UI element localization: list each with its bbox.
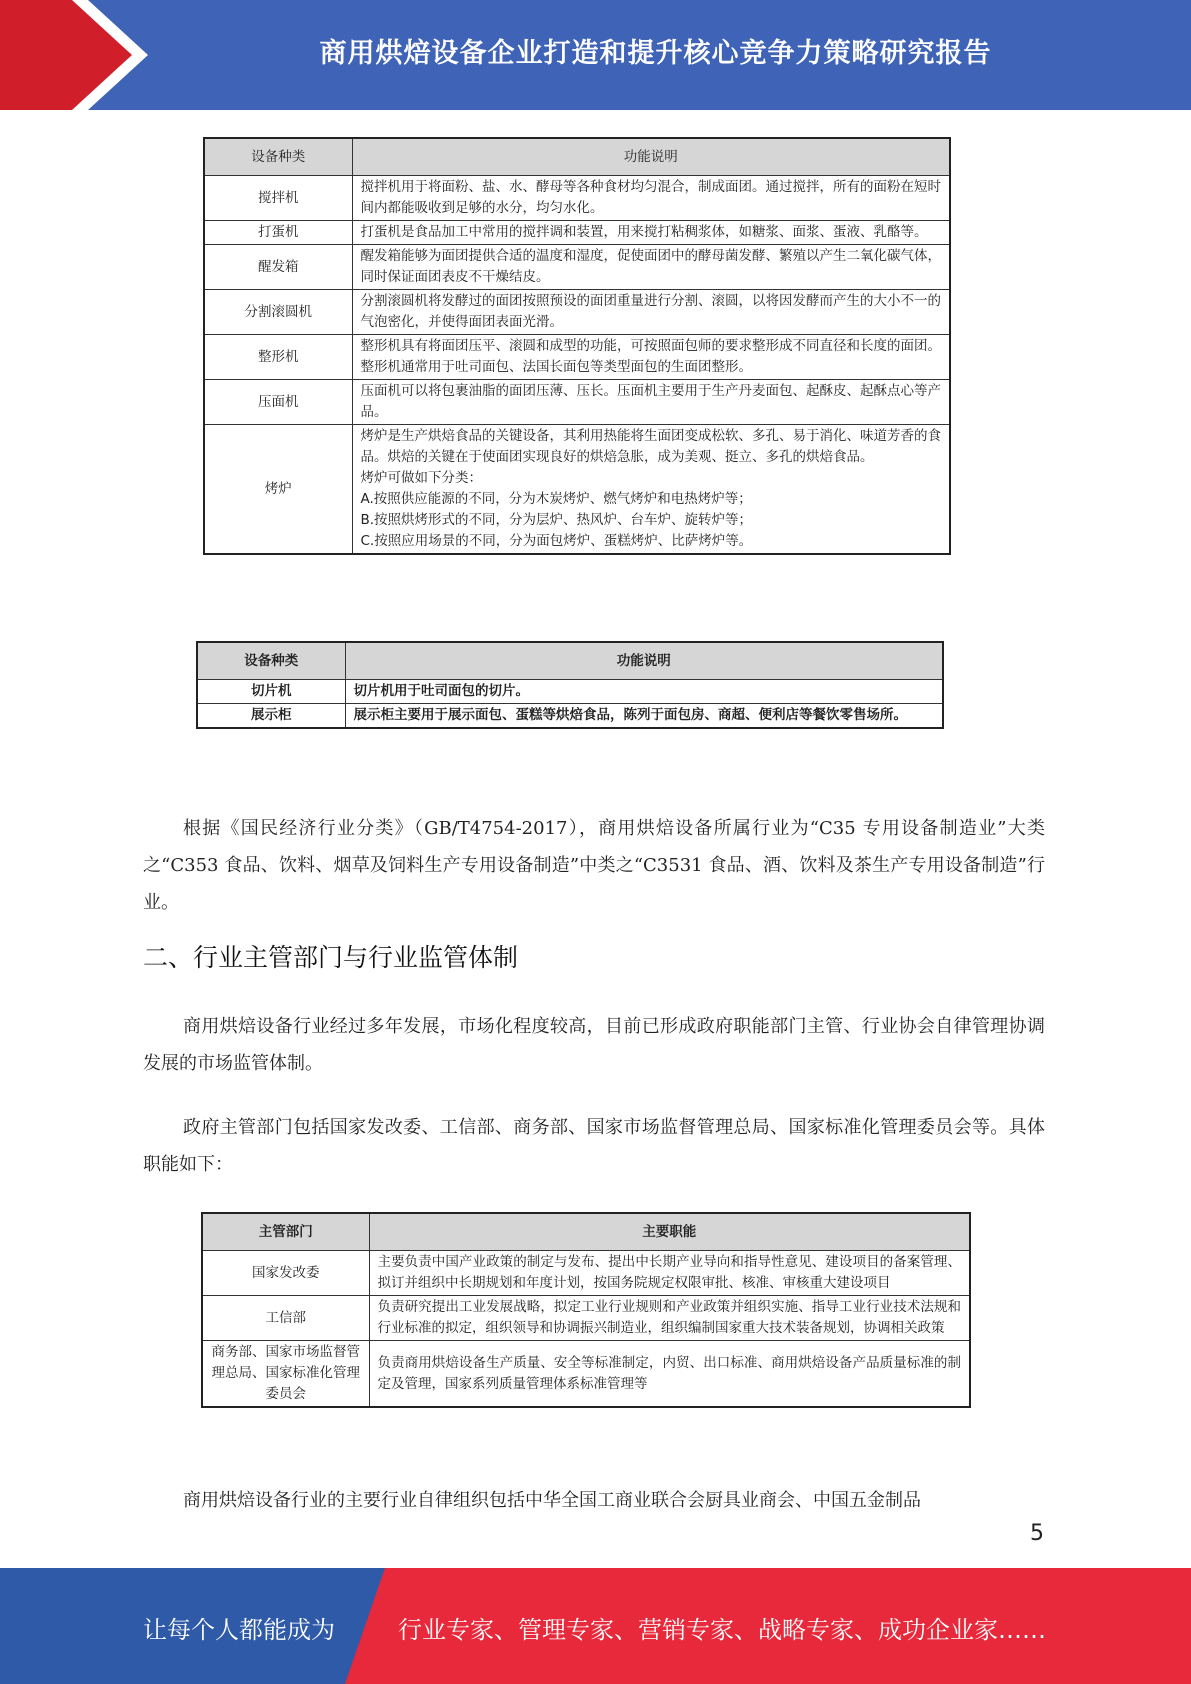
regulator-table	[201, 1212, 971, 1408]
row-name-cell: 展示柜	[197, 704, 345, 729]
table-row	[204, 176, 950, 221]
column-header-equipment-type: 设备种类	[197, 642, 345, 680]
row-description-cell	[352, 245, 950, 290]
table-row	[202, 1341, 970, 1408]
row-name-cell: 国家发改委	[202, 1251, 369, 1296]
row-description-cell	[352, 380, 950, 425]
table-row	[197, 704, 943, 729]
page-footer	[0, 1568, 1191, 1684]
description-line: A.按照供应能源的不同，分为木炭烤炉、燃气烤炉和电热烤炉等；	[360, 491, 752, 507]
column-header-equipment-type: 设备种类	[204, 138, 352, 176]
table-row	[204, 290, 950, 335]
description-line: 压面机可以将包裹油脂的面团压薄、压长。压面机主要用于生产丹麦面包、起酥皮、起酥点心等产品。	[360, 383, 941, 420]
description-line: 负责研究提出工业发展战略，拟定工业行业规则和产业政策并组织实施、指导工业行业技术法规和行业标准的拟定，组织领导和协调振兴制造业，组织编制国家重大技术装备规划，协调相关政策	[377, 1299, 961, 1336]
row-name-cell: 工信部	[202, 1296, 369, 1341]
row-description-cell	[352, 176, 950, 221]
table-row	[204, 425, 950, 555]
row-description-cell	[352, 335, 950, 380]
column-header-function: 功能说明	[352, 138, 950, 176]
equipment-table-1	[203, 137, 951, 555]
description-line: 搅拌机用于将面粉、盐、水、酵母等各种食材均匀混合，制成面团。通过搅拌，所有的面粉在短时间内都能吸收到足够的水分，均匀水化。	[360, 179, 941, 216]
report-title: 商用烘焙设备企业打造和提升核心竞争力策略研究报告	[319, 37, 992, 69]
row-description-cell	[369, 1296, 970, 1341]
row-name-cell: 切片机	[197, 680, 345, 704]
government-departments-paragraph: 政府主管部门包括国家发改委、工信部、商务部、国家市场监督管理总局、国家标准化管理委员会等。具体职能如下：	[143, 1117, 1045, 1175]
table-row	[202, 1296, 970, 1341]
description-line: C.按照应用场景的不同，分为面包烤炉、蛋糕烤炉、比萨烤炉等。	[360, 533, 753, 549]
row-name-cell: 整形机	[204, 335, 352, 380]
row-name-cell: 商务部、国家市场监督管理总局、国家标准化管理委员会	[202, 1341, 369, 1408]
row-description-cell	[352, 221, 950, 245]
description-line: 负责商用烘焙设备生产质量、安全等标准制定，内贸、出口标准、商用烘焙设备产品质量标准的制定及管理，国家系列质量管理体系标准管理等	[377, 1354, 961, 1392]
table-row	[204, 335, 950, 380]
equipment-table-2	[196, 641, 944, 729]
table-row	[204, 245, 950, 290]
industry-classification-paragraph: 根据《国民经济行业分类》（GB/T4754-2017），商用烘焙设备所属行业为“C35 专用设备制造业”大类之“C353 食品、饮料、烟草及饲料生产专用设备制造”中类之“C3531 食品、酒、饮料及茶生产专用设备制造”行业。	[143, 818, 1045, 913]
row-name-cell: 搅拌机	[204, 176, 352, 221]
table-row	[204, 380, 950, 425]
table-row	[202, 1251, 970, 1296]
page-header	[0, 0, 1191, 110]
footer-slogan-right: 行业专家、管理专家、营销专家、战略专家、成功企业家……	[398, 1616, 1046, 1644]
self-regulatory-paragraph: 商用烘焙设备行业的主要行业自律组织包括中华全国工商业联合会厨具业商会、中国五金制品	[183, 1490, 921, 1511]
row-description-cell	[345, 680, 943, 704]
description-line: 整形机具有将面团压平、滚圆和成型的功能，可按照面包师的要求整形成不同直径和长度的面团。整形机通常用于吐司面包、法国长面包等类型面包的生面团整形。	[360, 338, 941, 375]
section-heading: 二、行业主管部门与行业监管体制	[143, 943, 519, 972]
column-header-duties: 主要职能	[369, 1213, 970, 1251]
header-arrow-decoration	[0, 0, 160, 110]
description-line: 切片机用于吐司面包的切片。	[353, 683, 529, 699]
description-line: 烤炉可做如下分类：	[360, 470, 482, 486]
description-line: 醒发箱能够为面团提供合适的温度和湿度，促使面团中的酵母菌发酵、繁殖以产生二氧化碳气体，同时保证面团表皮不干燥结皮。	[360, 248, 941, 285]
description-line: 打蛋机是食品加工中常用的搅拌调和装置，用来搅打粘稠浆体，如糖浆、面浆、蛋液、乳酪等。	[360, 224, 928, 240]
description-line: B.按照烘烤形式的不同，分为层炉、热风炉、台车炉、旋转炉等；	[360, 512, 753, 528]
row-description-cell	[369, 1341, 970, 1408]
regulation-intro-paragraph: 商用烘焙设备行业经过多年发展，市场化程度较高，目前已形成政府职能部门主管、行业协会自律管理协调发展的市场监管体制。	[143, 1016, 1045, 1074]
row-name-cell: 醒发箱	[204, 245, 352, 290]
row-name-cell: 打蛋机	[204, 221, 352, 245]
column-header-function: 功能说明	[345, 642, 943, 680]
row-description-cell	[345, 704, 943, 729]
column-header-department: 主管部门	[202, 1213, 369, 1251]
table-row	[197, 680, 943, 704]
row-name-cell: 压面机	[204, 380, 352, 425]
description-line: 分割滚圆机将发酵过的面团按照预设的面团重量进行分割、滚圆，以将因发酵而产生的大小不一的气泡密化，并使得面团表面光滑。	[360, 293, 941, 330]
page-number: 5	[1030, 1521, 1044, 1546]
row-name-cell: 分割滚圆机	[204, 290, 352, 335]
row-description-cell	[352, 425, 950, 555]
footer-slogan-left: 让每个人都能成为	[143, 1616, 335, 1644]
row-description-cell	[369, 1251, 970, 1296]
row-name-cell: 烤炉	[204, 425, 352, 555]
description-line: 展示柜主要用于展示面包、蛋糕等烘焙食品，陈列于面包房、商超、便利店等餐饮零售场所。	[353, 707, 907, 723]
description-line: 烤炉是生产烘焙食品的关键设备，其利用热能将生面团变成松软、多孔、易于消化、味道芳香的食品。烘焙的关键在于使面团实现良好的烘焙急胀，成为美观、挺立、多孔的烘焙食品。	[360, 428, 941, 465]
row-description-cell	[352, 290, 950, 335]
description-line: 主要负责中国产业政策的制定与发布、提出中长期产业导向和指导性意见、建设项目的备案管理、拟订并组织中长期规划和年度计划，按国务院规定权限审批、核准、审核重大建设项目	[377, 1254, 961, 1291]
table-row	[204, 221, 950, 245]
